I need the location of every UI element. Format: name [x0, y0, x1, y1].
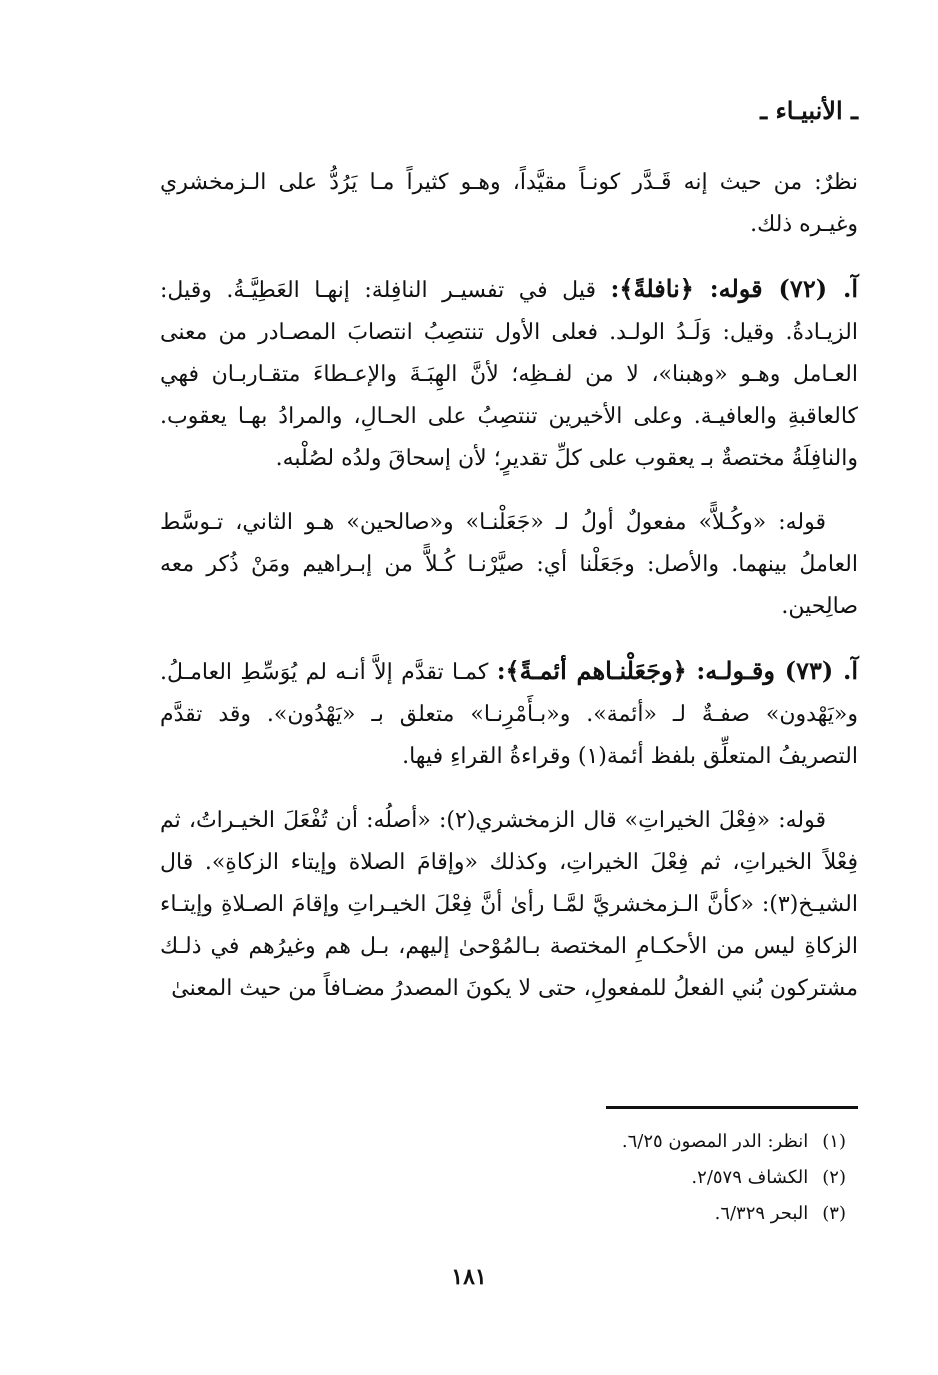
footnote-text: انظر: الدر المصون ٦/٢٥.: [621, 1131, 809, 1152]
footnote-number: (٣): [822, 1203, 846, 1224]
paragraph-verse-73: [160, 650, 858, 778]
paragraph-text: كمـا تقدَّم إلاَّ أنـه لم يُوَسِّطِ العامـلُ. و«يَهْدون» صفـةٌ لـ «أئمة». و«بـأَمْرِنـا» متعلق بـ «يَهْدُون». وقد تقدَّم التصريفُ المتعلِّق بلفظ أئمة(١) وقراءةُ القراءِ فيها.: [160, 660, 858, 769]
main-text: [160, 162, 858, 1032]
footnote-separator: [606, 1106, 858, 1109]
paragraph-1: [160, 162, 858, 246]
footnote-item: [622, 1160, 846, 1196]
footnote-number: (٢): [822, 1167, 846, 1188]
footnote-text: البحر ٦/٣٢٩.: [714, 1203, 809, 1224]
verse-heading: آ. (٧٢) قوله: ﴿نافلةً﴾:: [610, 274, 858, 303]
paragraph-text: قيل في تفسيـر النافِلة: إنهـا العَطِيَّـةُ. وقيل: الزيـادةُ. وقيل: وَلَـدُ الولـد. فعلى الأول تنتصِبُ انتصابَ المصـادر من معنى العـامل وهـو «وهبنا»، لا من لفـظِه؛ لأنَّ الهِبَـةَ والإعـطاءَ متقـاربـان فهي كالعاقبةِ والعافيـة. وعلى الأخيرين تنتصِبُ على الحـالِ، والمرادُ بهـا يعقوب. والنافِلَةُ مختصةٌ بـ يعقوب على كلِّ تقديرٍ؛ لأن إسحاقَ ولدُه لصُلْبه.: [160, 278, 858, 471]
footnotes: [622, 1124, 846, 1232]
footnote-item: [622, 1196, 846, 1232]
paragraph-text: قوله: «وكُـلاًّ» مفعولٌ أولُ لـ «جَعَلْنـا» و«صالحين» هـو الثاني، تـوسَّط العاملُ بينهما. والأصل: وجَعَلْنا أي: صيَّرْنـا كُـلاًّ من إبـراهيم ومَنْ ذُكر معه صالِحين.: [160, 510, 858, 619]
running-header: ـ الأنبيـاء ـ: [760, 96, 858, 125]
paragraph-text: قوله: «فِعْلَ الخيراتِ» قال الزمخشري(٢): «أصلُه: أن تُفْعَلَ الخيـراتُ، ثم فِعْلاً الخيراتِ، ثم فِعْلَ الخيراتِ، وكذلك «وإقامَ الصلاة وإيتاء الزكاةِ». قال الشيـخ(٣): «كأنَّ الـزمخشريَّ لمَّـا رأىٰ أنَّ فِعْلَ الخيـراتِ وإقامَ الصـلاةِ وإيتـاء الزكاةِ ليس من الأحكـامِ المختصة بـالمُوْحىٰ إليهم، بـل هم وغيرُهم في ذلـك مشتركون بُني الفعلُ للمفعولِ، حتى لا يكونَ المصدرُ مضـافاً من حيث المعنىٰ: [160, 808, 858, 1001]
footnote-item: [622, 1124, 846, 1160]
footnote-number: (١): [822, 1131, 846, 1152]
paragraph-verse-72: [160, 268, 858, 480]
verse-heading: آ. (٧٣) وقـولـه: ﴿وجَعَلْنـاهم أئمـةً﴾:: [496, 656, 858, 685]
footnote-text: الكشاف ٢/٥٧٩.: [691, 1167, 809, 1188]
paragraph-3: [160, 502, 858, 628]
page-number: ١٨١: [451, 1264, 487, 1290]
paragraph-5: [160, 800, 858, 1010]
paragraph-text: نظرٌ: من حيث إنه قَـدَّر كونـاً مقيَّداً، وهـو كثيراً مـا يَرُدُّ على الـزمخشري وغيـره ذلك.: [160, 170, 858, 237]
